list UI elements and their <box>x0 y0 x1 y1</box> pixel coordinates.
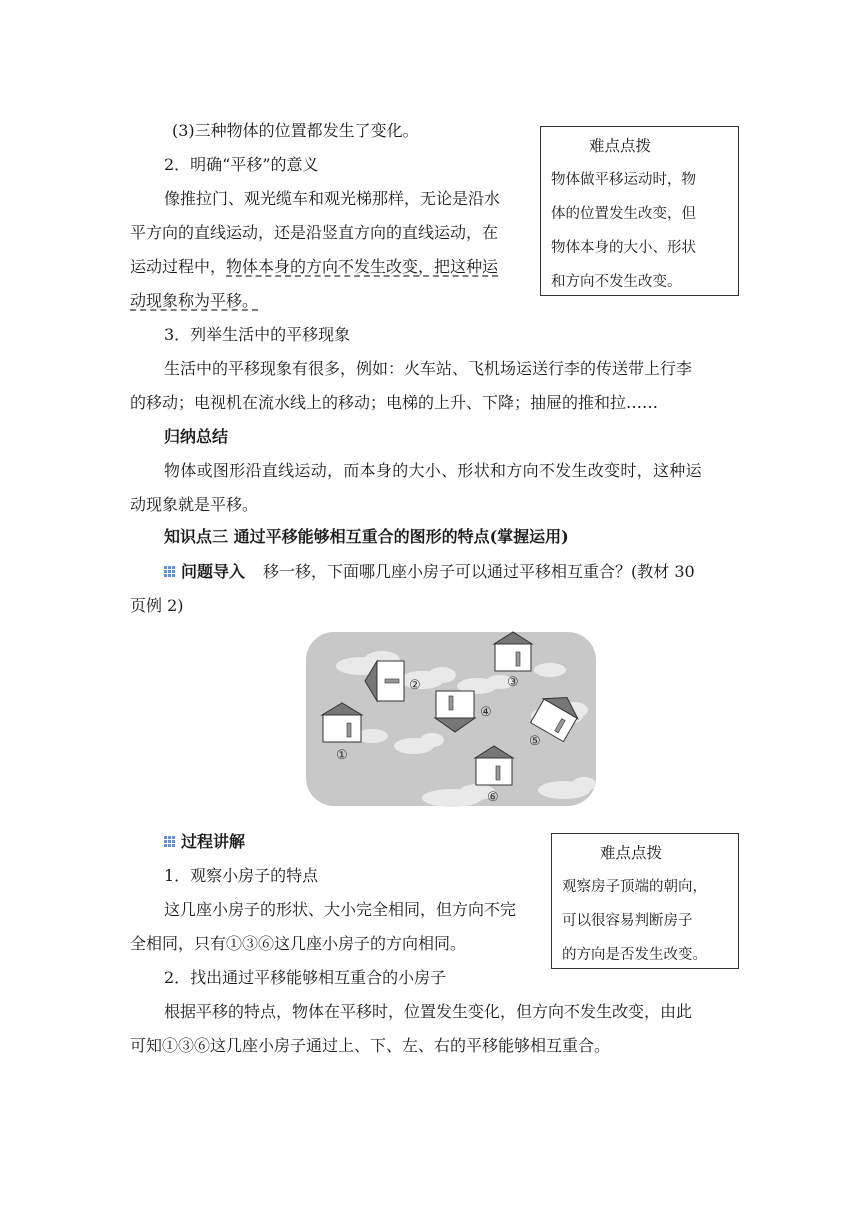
grid-icon <box>164 834 178 854</box>
tip-box-2-title: 难点点拨 <box>600 844 663 862</box>
process-2-line-1: 根据平移的特点，物体在平移时，位置发生变化，但方向不发生改变，由此 <box>164 1002 693 1021</box>
house-label-5: ⑤ <box>529 734 541 749</box>
process-2-title: 2．找出通过平移能够相互重合的小房子 <box>164 968 447 987</box>
tip-box-2-line: 的方向是否发生改变。 <box>562 947 707 963</box>
process-header <box>164 832 245 854</box>
question-text: 移一移，下面哪几座小房子可以通过平移相互重合？(教材 30 <box>263 562 695 581</box>
point-3-line-2: 的移动；电视机在流水线上的移动；电梯的上升、下降；抽屉的推和拉…… <box>130 393 659 412</box>
tip-box-2 <box>551 833 739 969</box>
process-1-line-1: 这几座小房子的形状、大小完全相同，但方向不完 <box>164 900 517 919</box>
tip-box-2-line: 观察房子顶端的朝向， <box>562 879 707 895</box>
process-2-line-2: 可知①③⑥这几座小房子通过上、下、左、右的平移能够相互重合。 <box>130 1036 611 1055</box>
summary-title: 归纳总结 <box>164 427 229 446</box>
tip-box-1-line: 物体做平移运动时，物 <box>551 172 696 188</box>
grid-icon <box>164 564 178 584</box>
question-line-2: 页例 2) <box>130 596 184 615</box>
house-label-4: ④ <box>480 705 492 720</box>
tip-box-1-line: 体的位置发生改变，但 <box>551 206 696 222</box>
point-2-line-3-a: 运动过程中， <box>130 257 227 276</box>
process-label: 过程讲解 <box>181 832 246 851</box>
point-2-line-1: 像推拉门、观光缆车和观光梯那样，无论是沿水 <box>164 189 501 208</box>
house-label-2: ② <box>409 678 421 693</box>
summary-line-1: 物体或图形沿直线运动，而本身的大小、形状和方向不发生改变时，这种运 <box>164 461 702 480</box>
item-3: (3)三种物体的位置都发生了变化。 <box>172 121 419 140</box>
house-label-3: ③ <box>507 675 519 690</box>
point-3-line-1: 生活中的平移现象有很多，例如：火车站、飞机场运送行李的传送带上行李 <box>164 359 693 378</box>
house-label-6: ⑥ <box>487 790 499 805</box>
tip-box-2-line: 可以很容易判断房子 <box>562 913 693 929</box>
process-1-line-2: 全相同，只有①③⑥这几座小房子的方向相同。 <box>130 934 467 953</box>
point-2-line-3-b: 物体本身的方向不发生改变，把这种运 <box>226 257 499 276</box>
houses-figure <box>302 628 600 810</box>
point-2-line-4: 动现象称为平移。 <box>130 291 259 310</box>
kp3-title: 知识点三 通过平移能够相互重合的图形的特点(掌握运用) <box>164 527 569 546</box>
summary-line-2: 动现象就是平移。 <box>130 495 259 514</box>
tip-box-1-line: 物体本身的大小、形状 <box>551 240 696 256</box>
point-2-line-3 <box>130 257 498 277</box>
tip-box-1 <box>540 126 739 296</box>
question-line-1 <box>164 562 695 584</box>
question-label: 问题导入 <box>181 562 246 581</box>
process-1-title: 1．观察小房子的特点 <box>164 866 319 885</box>
point-2-title: 2．明确“平移”的意义 <box>164 155 319 174</box>
tip-box-1-line: 和方向不发生改变。 <box>551 274 682 290</box>
house-label-1: ① <box>336 748 348 763</box>
point-2-line-2: 平方向的直线运动，还是沿竖直方向的直线运动，在 <box>130 223 499 242</box>
point-3-title: 3．列举生活中的平移现象 <box>164 325 351 344</box>
tip-box-1-title: 难点点拨 <box>589 137 652 155</box>
